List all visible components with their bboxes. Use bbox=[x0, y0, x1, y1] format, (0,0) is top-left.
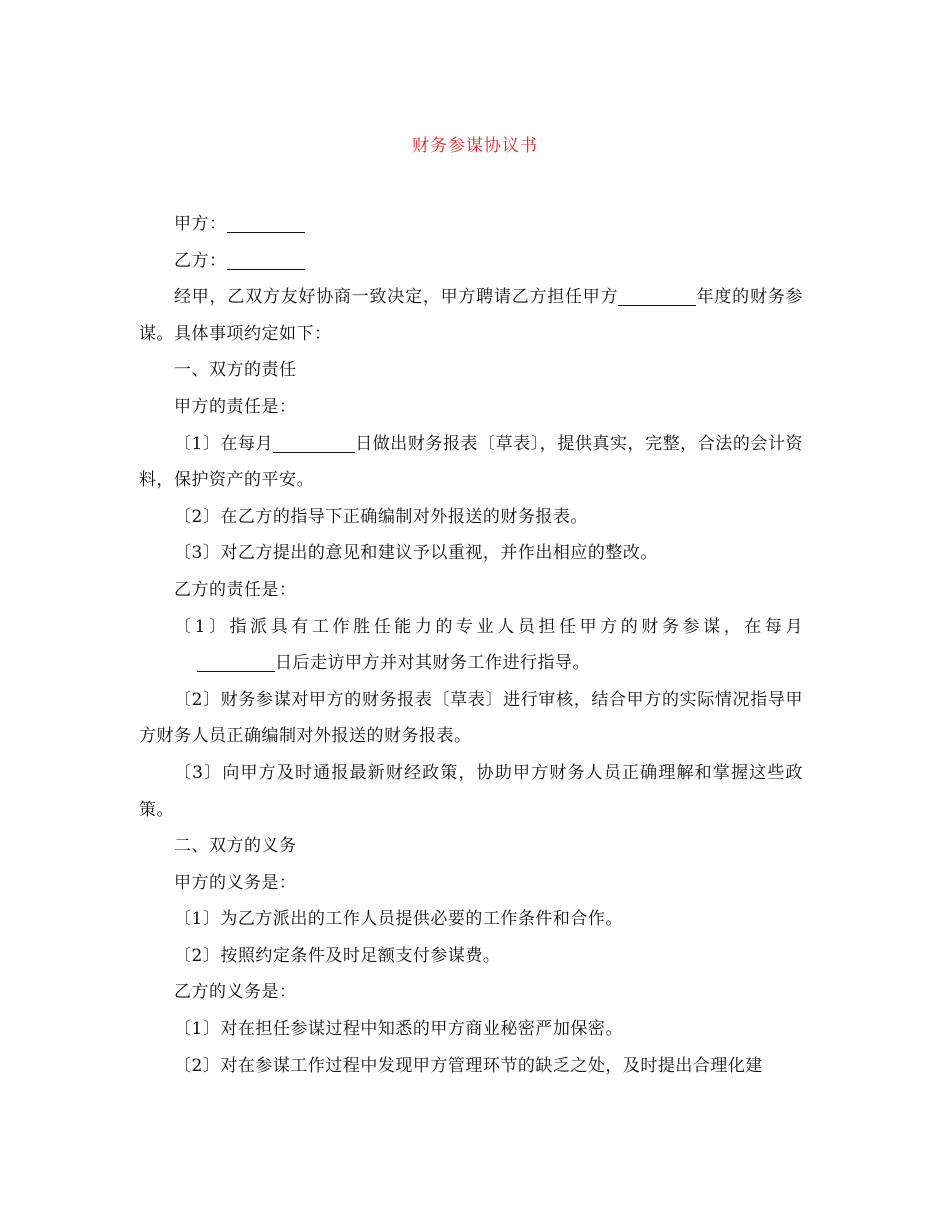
party-a-blank bbox=[227, 214, 305, 233]
party-a-line bbox=[139, 206, 803, 243]
party-a-resp-1-part2: 日做出财务报表〔草表〕，提供真实，完整，合法的会计资料，保护资产的平安。 bbox=[139, 433, 803, 491]
intro-text-part1: 经甲，乙双方友好协商一致决定，甲方聘请乙方担任甲方 bbox=[174, 287, 619, 308]
party-a-duty-item-2: 〔2〕按照约定条件及时足额支付参谋费。 bbox=[174, 945, 501, 966]
party-b-line bbox=[139, 243, 803, 280]
party-a-resp-heading: 甲方的责任是： bbox=[174, 396, 297, 417]
section1-heading: 一、双方的责任 bbox=[174, 360, 297, 381]
report-day-blank bbox=[273, 434, 355, 453]
document-body bbox=[139, 206, 803, 1084]
intro-text-part2: 年度的财务参谋。具体事项约定如下： bbox=[139, 287, 804, 344]
party-a-label: 甲方： bbox=[174, 214, 227, 234]
party-a-resp-1-part1: 〔1〕在每月 bbox=[174, 433, 274, 454]
party-b-duty-item-2: 〔2〕对在参谋工作过程中发现甲方管理环节的缺乏之处，及时提出合理化建 bbox=[174, 1055, 763, 1076]
party-b-duty-item-1: 〔1〕对在担任参谋过程中知悉的甲方商业秘密严加保密。 bbox=[174, 1019, 623, 1040]
year-blank bbox=[618, 287, 696, 306]
party-b-resp-heading: 乙方的责任是： bbox=[174, 579, 297, 600]
party-a-duty-item-1: 〔1〕为乙方派出的工作人员提供必要的工作条件和合作。 bbox=[174, 909, 623, 930]
party-a-duty-heading: 甲方的义务是： bbox=[174, 872, 297, 893]
party-a-resp-item-1 bbox=[139, 426, 803, 499]
party-b-resp-item-1 bbox=[139, 609, 803, 682]
party-b-resp-item-2: 〔2〕财务参谋对甲方的财务报表〔草表〕进行审核，结合甲方的实际情况指导甲方财务人员正确编制对外报送的财务报表。 bbox=[139, 689, 803, 747]
party-b-duty-heading: 乙方的义务是： bbox=[174, 982, 297, 1003]
party-b-resp-item-3: 〔3〕向甲方及时通报最新财经政策，协助甲方财务人员正确理解和掌握这些政策。 bbox=[139, 762, 803, 820]
document-title: 财务参谋协议书 bbox=[412, 136, 538, 156]
party-a-resp-item-3: 〔3〕对乙方提出的意见和建议予以重视，并作出相应的整改。 bbox=[174, 543, 658, 564]
party-a-resp-item-2: 〔2〕在乙方的指导下正确编制对外报送的财务报表。 bbox=[174, 506, 588, 527]
party-b-resp-1-part2: 日后走访甲方并对其财务工作进行指导。 bbox=[275, 653, 590, 674]
section2-heading: 二、双方的义务 bbox=[174, 836, 297, 857]
party-b-label: 乙方： bbox=[174, 250, 227, 271]
intro-paragraph bbox=[139, 279, 803, 352]
party-b-resp-1-part1: 〔1〕指派具有工作胜任能力的专业人员担任甲方的财务参谋，在每月 bbox=[174, 616, 803, 637]
party-b-blank bbox=[227, 251, 305, 270]
visit-day-blank bbox=[197, 653, 275, 672]
